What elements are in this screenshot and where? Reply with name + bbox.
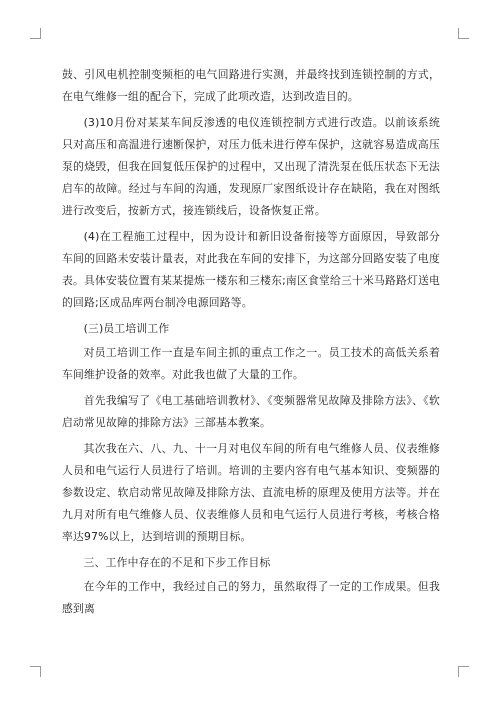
paragraph-item-3: (3)10月份对某某车间反渗透的电仪连锁控制方式进行改造。以前该系统只对高压和高温进行速断保护，对压力低未进行停车保护，这就容易造成高压泵的烧毁，但我在回复低压保护的过程中，又出现了清洗泵在低压状态下无法启车的故障。经过与车间的沟通，发现原厂家图纸设计存在缺陷，我在对图纸进行改变后，按新方式，接连锁线后，设备恢复正常。 xyxy=(62,116,440,217)
paragraph-summary: 在今年的工作中，我经过自己的努力，虽然取得了一定的工作成果。但我感到离 xyxy=(62,580,440,615)
paragraph-training-sessions: 其次我在六、八、九、十一月对电仪车间的所有电气维修人员、仪表维修人员和电气运行人员进行了培训。培训的主要内容有电气基本知识、变频器的参数设定、软启动常见故障及排除方法、直流电桥的原理及使用方法等。并在九月对所有电气维修人员、仪表维修人员和电气运行人员进行考核，考核合格率达97%以上，达到培训的预期目标。 xyxy=(62,442,440,543)
paragraph-continuation: 鼓、引风电机控制变频柜的电气回路进行实测，并最终找到连锁控制的方式，在电气维修一组的配合下，完成了此项改造，达到改造目的。 xyxy=(62,68,440,103)
document-body xyxy=(62,64,440,624)
section-heading-staff-training: (三)员工培训工作 xyxy=(83,322,170,335)
section-heading-shortcomings: 三、工作中存在的不足和下步工作目标 xyxy=(83,556,271,569)
crop-mark-top-left xyxy=(30,28,41,39)
crop-mark-bottom-right xyxy=(458,666,469,677)
crop-mark-bottom-left xyxy=(30,666,41,677)
crop-mark-top-right xyxy=(458,28,469,39)
paragraph-item-4: (4)在工程施工过程中，因为设计和新旧设备衔接等方面原因，导致部分车间的回路未安装计量表，对此我在车间的安排下，为这部分回路安装了电度表。具体安装位置有某某提炼一楼东和三楼东;南区食堂给三十米马路路灯送电的回路;区成品库两台制冷电源回路等。 xyxy=(62,230,440,309)
paragraph-training-intro: 对员工培训工作一直是车间主抓的重点工作之一。员工技术的高低关系着车间维护设备的效率。对此我也做了大量的工作。 xyxy=(62,346,440,381)
paragraph-training-materials: 首先我编写了《电工基础培训教材》、《变频器常见故障及排除方法》、《软启动常见故障的排除方法》三部基本教案。 xyxy=(62,394,440,429)
